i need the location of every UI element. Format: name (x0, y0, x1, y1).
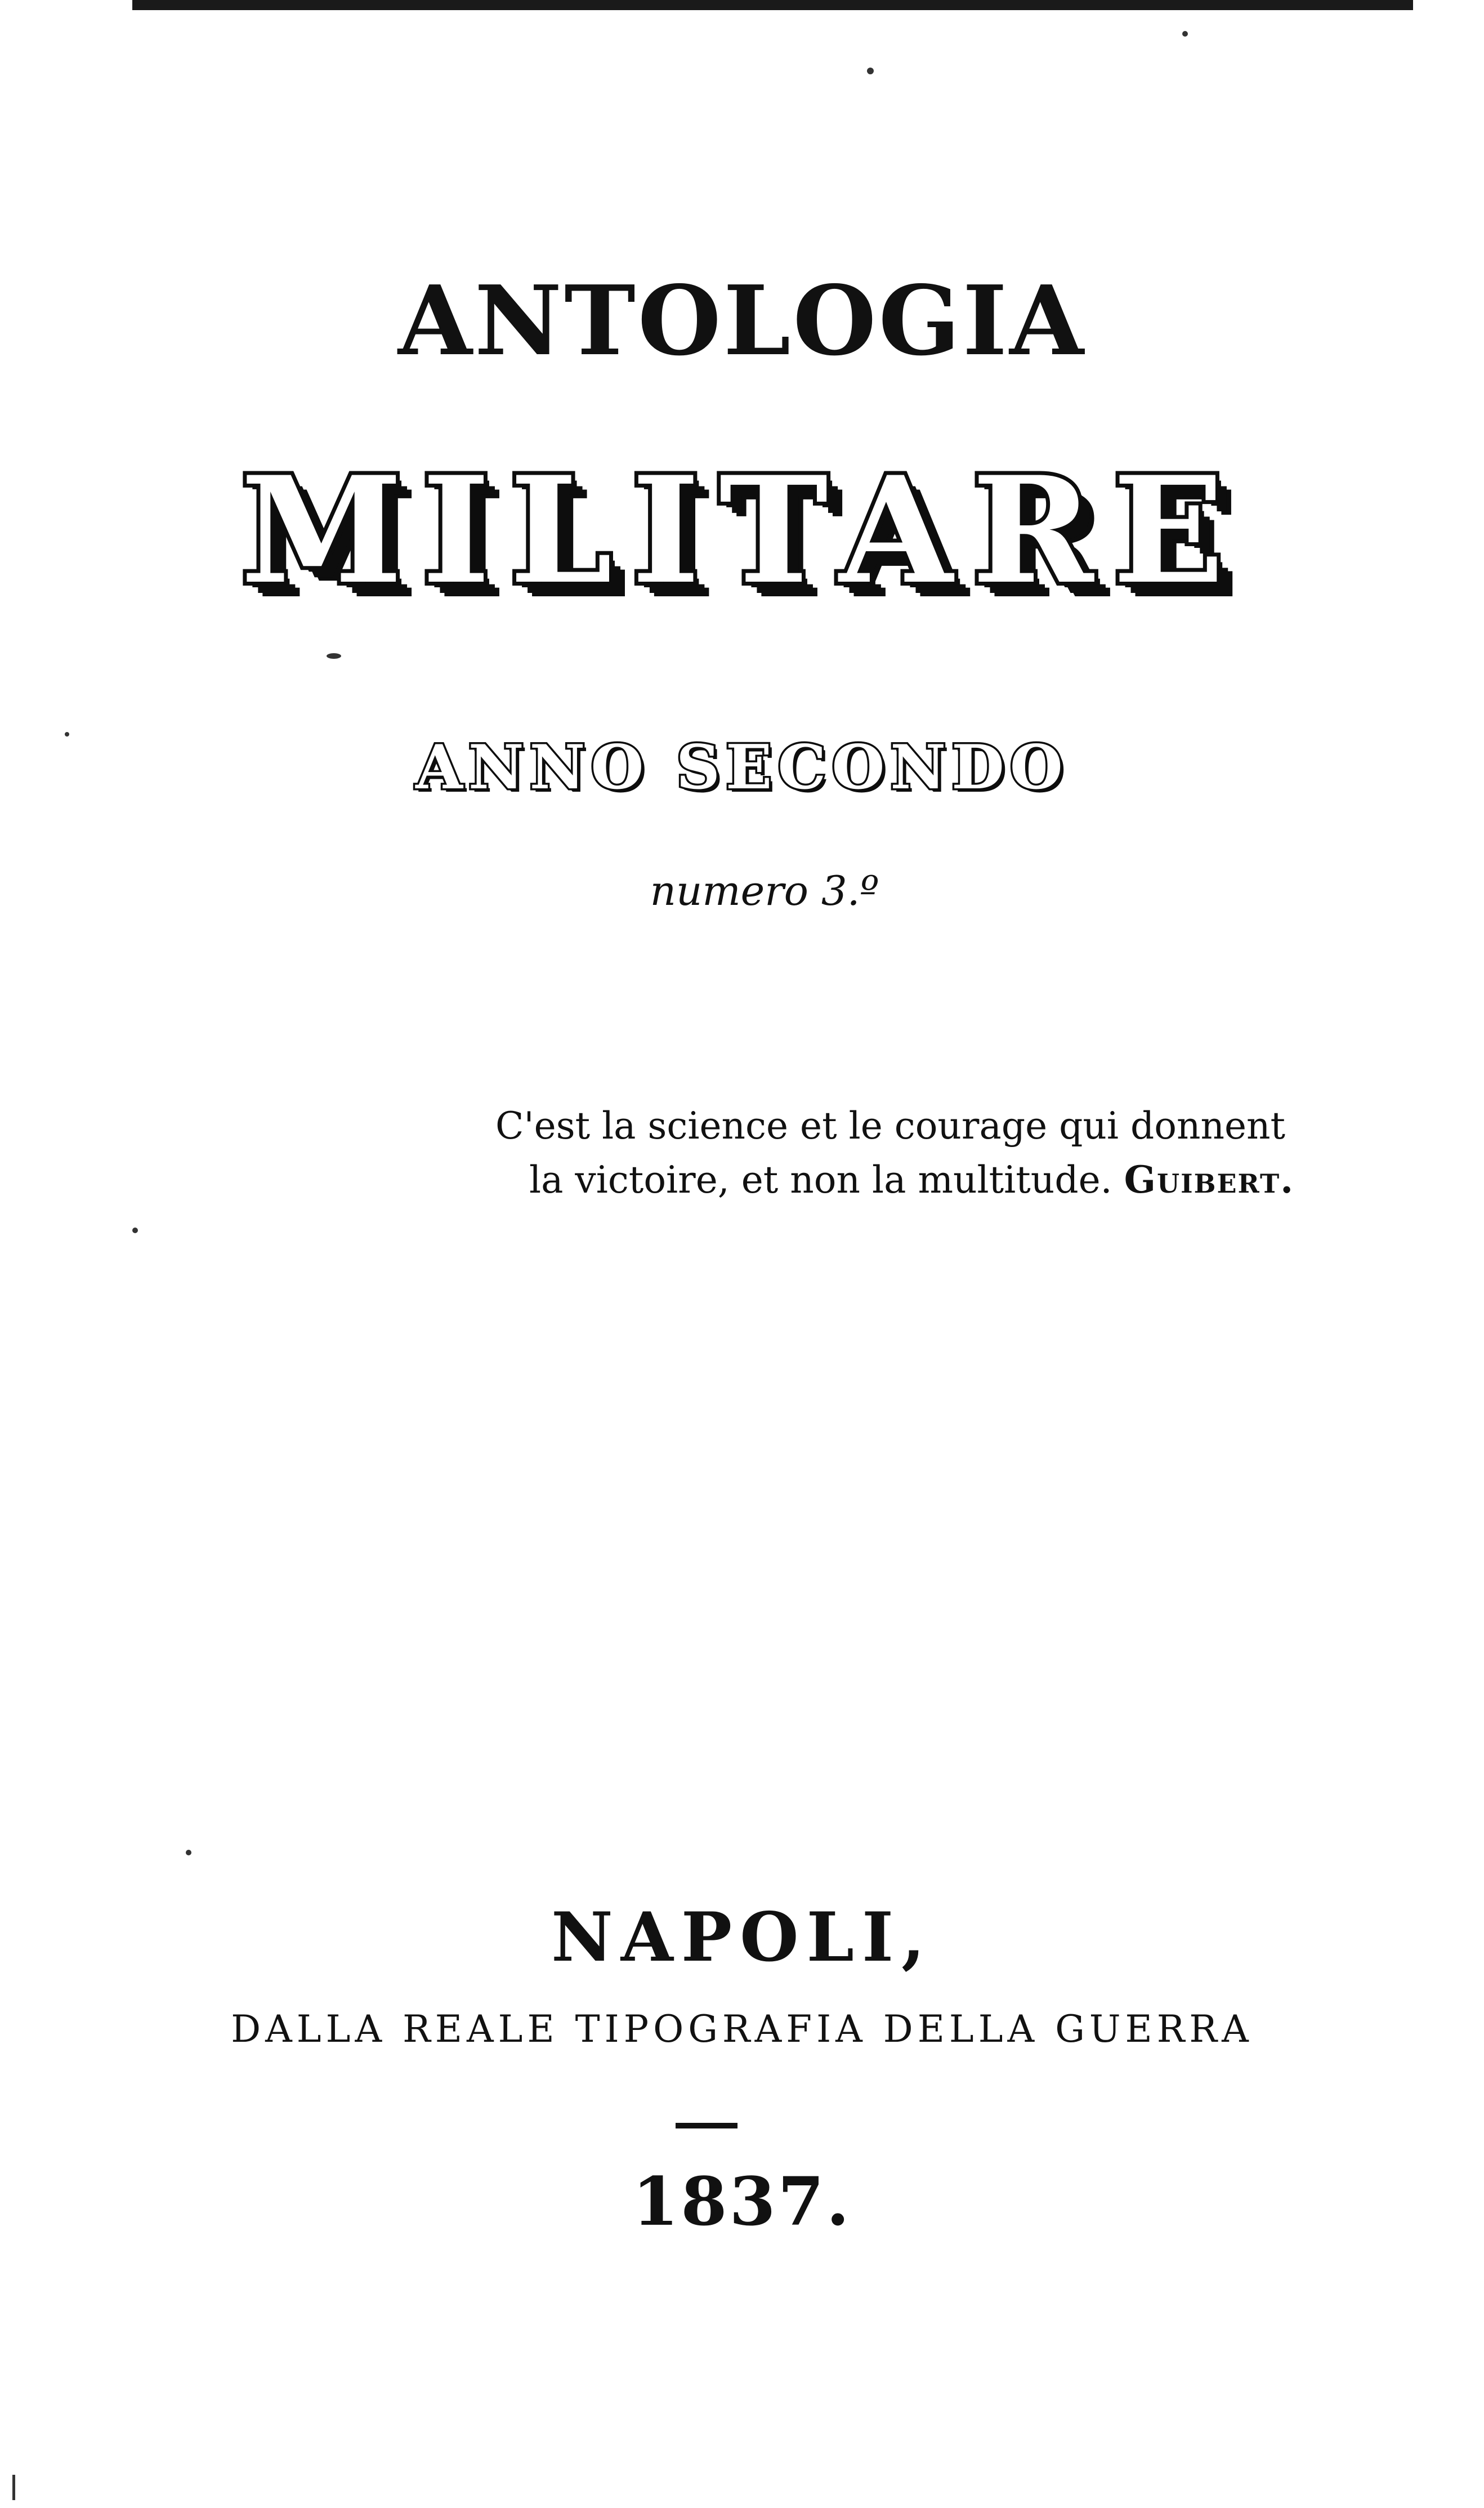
paper-speck (867, 68, 874, 74)
paper-speck (1182, 31, 1188, 37)
epigraph-line-2-text: la victoire, et non la multitude. (529, 1158, 1124, 1202)
epigraph-author: Guibert. (1124, 1158, 1295, 1202)
paper-speck (132, 1228, 138, 1233)
paper-speck (65, 732, 69, 737)
issue-number: numero 3.º (650, 867, 879, 914)
imprint-year: 1837. (632, 2162, 852, 2241)
title-line-1: ANTOLOGIA (397, 265, 1087, 377)
title-line-2: MILITARE (240, 445, 1244, 617)
epigraph-line-2 (529, 1152, 1295, 1208)
imprint-place: NAPOLI, (551, 1898, 933, 1977)
paper-speck (327, 653, 341, 659)
imprint-printer: DALLA REALE TIPOGRAFIA DELLA GUERRA (231, 2007, 1253, 2051)
paper-speck (186, 1850, 191, 1855)
paper-speck (12, 2475, 15, 2500)
imprint-divider (676, 2123, 737, 2128)
epigraph-line-1: C'est la science et le courage qui donnent (495, 1104, 1286, 1148)
top-edge-rule (132, 0, 1413, 10)
volume-subtitle: ANNO SECONDO (415, 732, 1069, 803)
